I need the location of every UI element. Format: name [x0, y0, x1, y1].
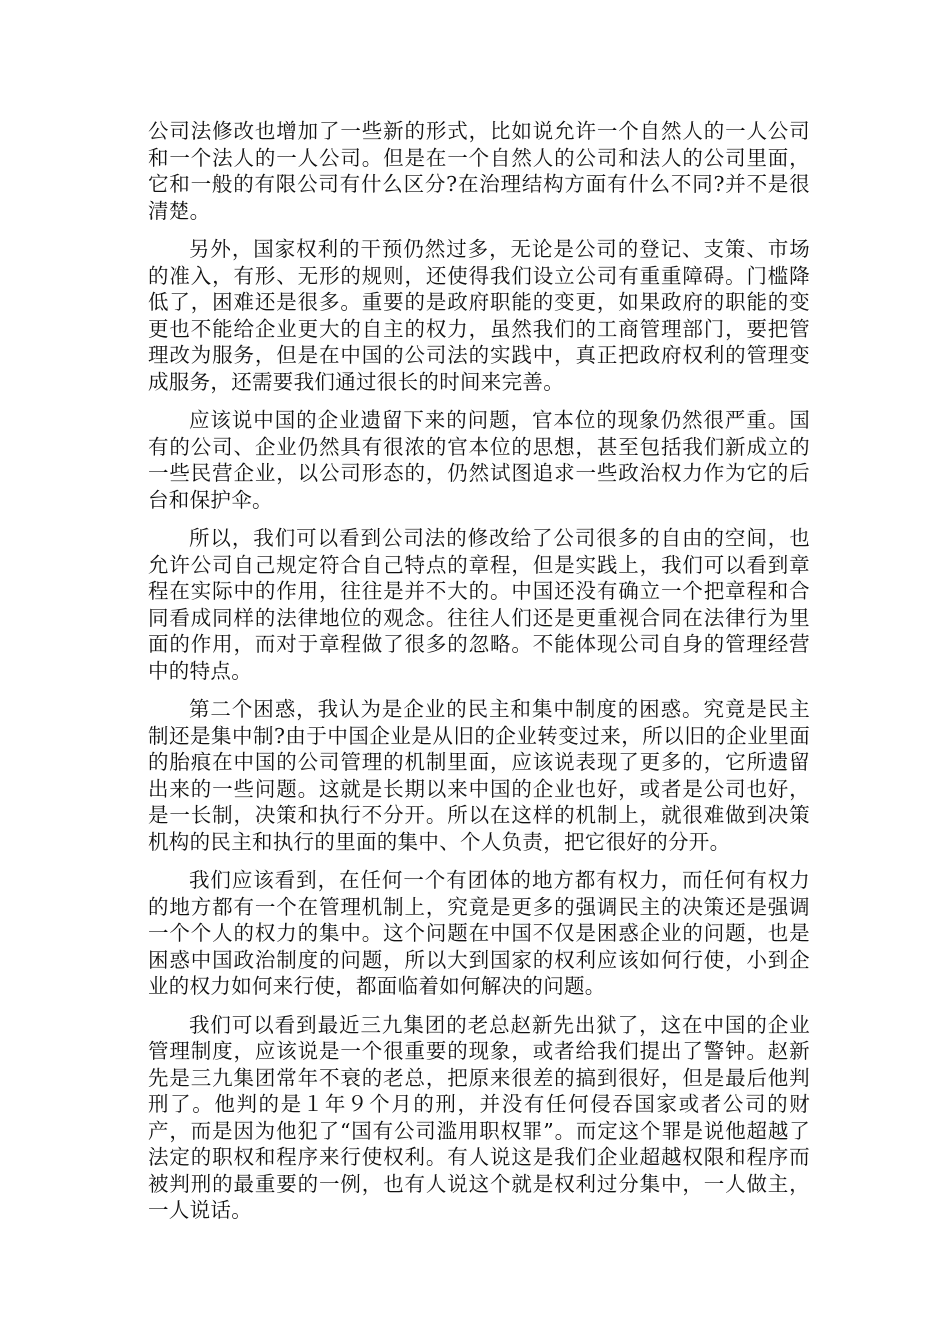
paragraph-6: 我们应该看到，在任何一个有团体的地方都有权力，而任何有权力的地方都有一个在管理机制上，究竟是更多的强调民主的决策还是强调一个个人的权力的集中。这个问题在中国不仅是困惑企业的问题，也是困惑中国政治制度的问题，所以大到国家的权利应该如何行使，小到企业的权力如何来行使，都面临着如何解决的问题。 — [148, 868, 810, 998]
paragraph-2: 另外，国家权利的干预仍然过多，无论是公司的登记、支策、市场的准入，有形、无形的规则，还使得我们设立公司有重重障碍。门槛降低了，困难还是很多。重要的是政府职能的变更，如果政府的职能的变更也不能给企业更大的自主的权力，虽然我们的工商管理部门，要把管理改为服务，但是在中国的公司法的实践中，真正把政府权利的管理变成服务，还需要我们通过很长的时间来完善。 — [148, 237, 810, 394]
document-body — [148, 118, 810, 1236]
paragraph-4: 所以，我们可以看到公司法的修改给了公司很多的自由的空间，也允许公司自己规定符合自己特点的章程，但是实践上，我们可以看到章程在实际中的作用，往往是并不大的。中国还没有确立一个把章程和合同看成同样的法律地位的观念。往往人们还是更重视合同在法律行为里面的作用，而对于章程做了很多的忽略。不能体现公司自身的管理经营中的特点。 — [148, 526, 810, 683]
paragraph-3: 应该说中国的企业遗留下来的问题，官本位的现象仍然很严重。国有的公司、企业仍然具有很浓的官本位的思想，甚至包括我们新成立的一些民营企业，以公司形态的，仍然试图追求一些政治权力作为它的后台和保护伞。 — [148, 408, 810, 512]
paragraph-7: 我们可以看到最近三九集团的老总赵新先出狱了，这在中国的企业管理制度，应该说是一个很重要的现象，或者给我们提出了警钟。赵新先是三九集团常年不衰的老总，把原来很差的搞到很好，但是最后他判刑了。他判的是１年９个月的刑，并没有任何侵吞国家或者公司的财产，而是因为他犯了“国有公司滥用职权罪”。而定这个罪是说他超越了法定的职权和程序来行使权利。有人说这是我们企业超越权限和程序而被判刑的最重要的一例，也有人说这个就是权利过分集中，一人做主，一人说话。 — [148, 1012, 810, 1222]
paragraph-1: 公司法修改也增加了一些新的形式，比如说允许一个自然人的一人公司和一个法人的一人公司。但是在一个自然人的公司和法人的公司里面，它和一般的有限公司有什么区分?在治理结构方面有什么不同?并不是很清楚。 — [148, 119, 810, 223]
paragraph-5: 第二个困惑，我认为是企业的民主和集中制度的困惑。究竟是民主制还是集中制?由于中国企业是从旧的企业转变过来，所以旧的企业里面的胎痕在中国的公司管理的机制里面，应该说表现了更多的，它所遗留出来的一些问题。这就是长期以来中国的企业也好，或者是公司也好，是一长制，决策和执行不分开。所以在这样的机制上，就很难做到决策机构的民主和执行的里面的集中、个人负责，把它很好的分开。 — [148, 697, 810, 854]
